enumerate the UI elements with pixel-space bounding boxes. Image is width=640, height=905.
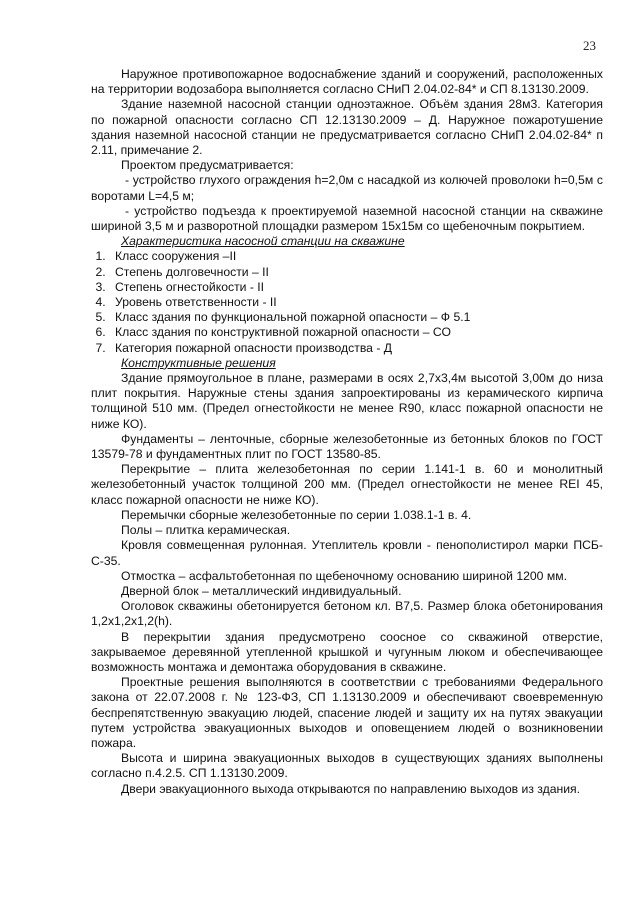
dash-item-fence: - устройство глухого ограждения h=2,0м с насадкой из колючей проволоки h=0,5м с воротами L=4,5 м;: [91, 173, 603, 203]
paragraph-door-block: Дверной блок – металлический индивидуальный.: [121, 583, 402, 598]
section-heading-structural: Конструктивные решения: [121, 355, 276, 370]
list-item: 2. Степень долговечности – II: [109, 265, 603, 280]
paragraph-slab: Перекрытие – плита железобетонная по серии 1.141-1 в. 60 и монолитный железобетонный участок толщиной 200 мм. (Предел огнестойкости не менее REI 45, класс пожарной опасности не ниже КО).: [91, 462, 603, 507]
dash-item-driveway: - устройство подъезда к проектируемой наземной насосной станции на скважине шириной 3,5 м и разворотной площадки размером 15х15м со щебеночным покрытием.: [91, 203, 603, 234]
page-number: 23: [583, 38, 596, 53]
paragraph-foundations: Фундаменты – ленточные, сборные железобетонные из бетонных блоков по ГОСТ 13579-78 и фундаментных плит по ГОСТ 13580-85.: [91, 431, 603, 462]
paragraph-fire-law: Проектные решения выполняются в соответствии с требованиями Федерального закона от 22.07.2008 г. № 123-ФЗ, СП 1.13130.2009 и обеспечивают своевременную беспрепятственную эвакуацию людей, спасение людей и защиту их на путях эвакуации путем устройства эвакуационных выходов и оповещением людей о возникновении пожара.: [91, 675, 603, 750]
list-item: 1. Класс сооружения –II: [109, 249, 603, 264]
paragraph-blind-area: Отмостка – асфальтобетонная по щебеночному основанию шириной 1200 мм.: [121, 568, 567, 583]
document-body: [91, 67, 603, 797]
paragraph-pump-station: Здание наземной насосной станции одноэтажное. Объём здания 28м3. Категория по пожарной опасности согласно СП 12.13130.2009 – Д. Наружное пожаротушение здания наземной насосной станции не предусматривается согласно СНиП 2.04.02-84* п 2.11, примечание 2.: [91, 97, 603, 158]
characteristics-list: [91, 249, 603, 355]
paragraph-project-provides: Проектом предусматривается:: [121, 158, 294, 173]
paragraph-floors: Полы – плитка керамическая.: [121, 523, 291, 538]
paragraph-exits-size: Высота и ширина эвакуационных выходов в существующих зданиях выполнены согласно п.4.2.5. СП 1.13130.2009.: [91, 751, 603, 781]
list-item: 5. Класс здания по функциональной пожарной опасности – Ф 5.1: [109, 310, 603, 325]
paragraph-building: Здание прямоугольное в плане, размерами в осях 2,7х3,4м высотой 3,00м до низа плит покрытия. Наружные стены здания запроектированы из керамического кирпича толщиной 510 мм. (Предел огнестойкости не менее R90, класс пожарной опасности не ниже КО).: [91, 371, 603, 431]
paragraph-well-head: Оголовок скважины обетонируется бетоном кл. В7,5. Размер блока обетонирования 1,2х1,2х1,2(h).: [91, 599, 603, 629]
paragraph-roof: Кровля совмещенная рулонная. Утеплитель кровли - пенополистирол марки ПСБ-С-35.: [91, 538, 603, 568]
list-item: 4. Уровень ответственности - II: [109, 295, 603, 310]
list-item: 6. Класс здания по конструктивной пожарной опасности – СО: [109, 325, 603, 340]
paragraph-exit-doors: Двери эвакуационного выхода открываются по направлению выходов из здания.: [121, 781, 581, 796]
paragraph-opening: В перекрытии здания предусмотрено соосное со скважиной отверстие, закрываемое деревянной утепленной крышкой и чугунным люком и обеспечивающее возможность монтажа и демонтажа оборудования в скважине.: [91, 629, 603, 674]
list-item: 7. Категория пожарной опасности производства - Д: [109, 341, 603, 356]
list-item: 3. Степень огнестойкости - II: [109, 280, 603, 295]
paragraph-lintels: Перемычки сборные железобетонные по серии 1.038.1-1 в. 4.: [121, 507, 472, 522]
paragraph-water-supply: Наружное противопожарное водоснабжение зданий и сооружений, расположенных на территории водозабора выполняется согласно СНиП 2.04.02-84* и СП 8.13130.2009.: [91, 67, 603, 97]
section-heading-characteristics: Характеристика насосной станции на скважине: [121, 234, 405, 249]
